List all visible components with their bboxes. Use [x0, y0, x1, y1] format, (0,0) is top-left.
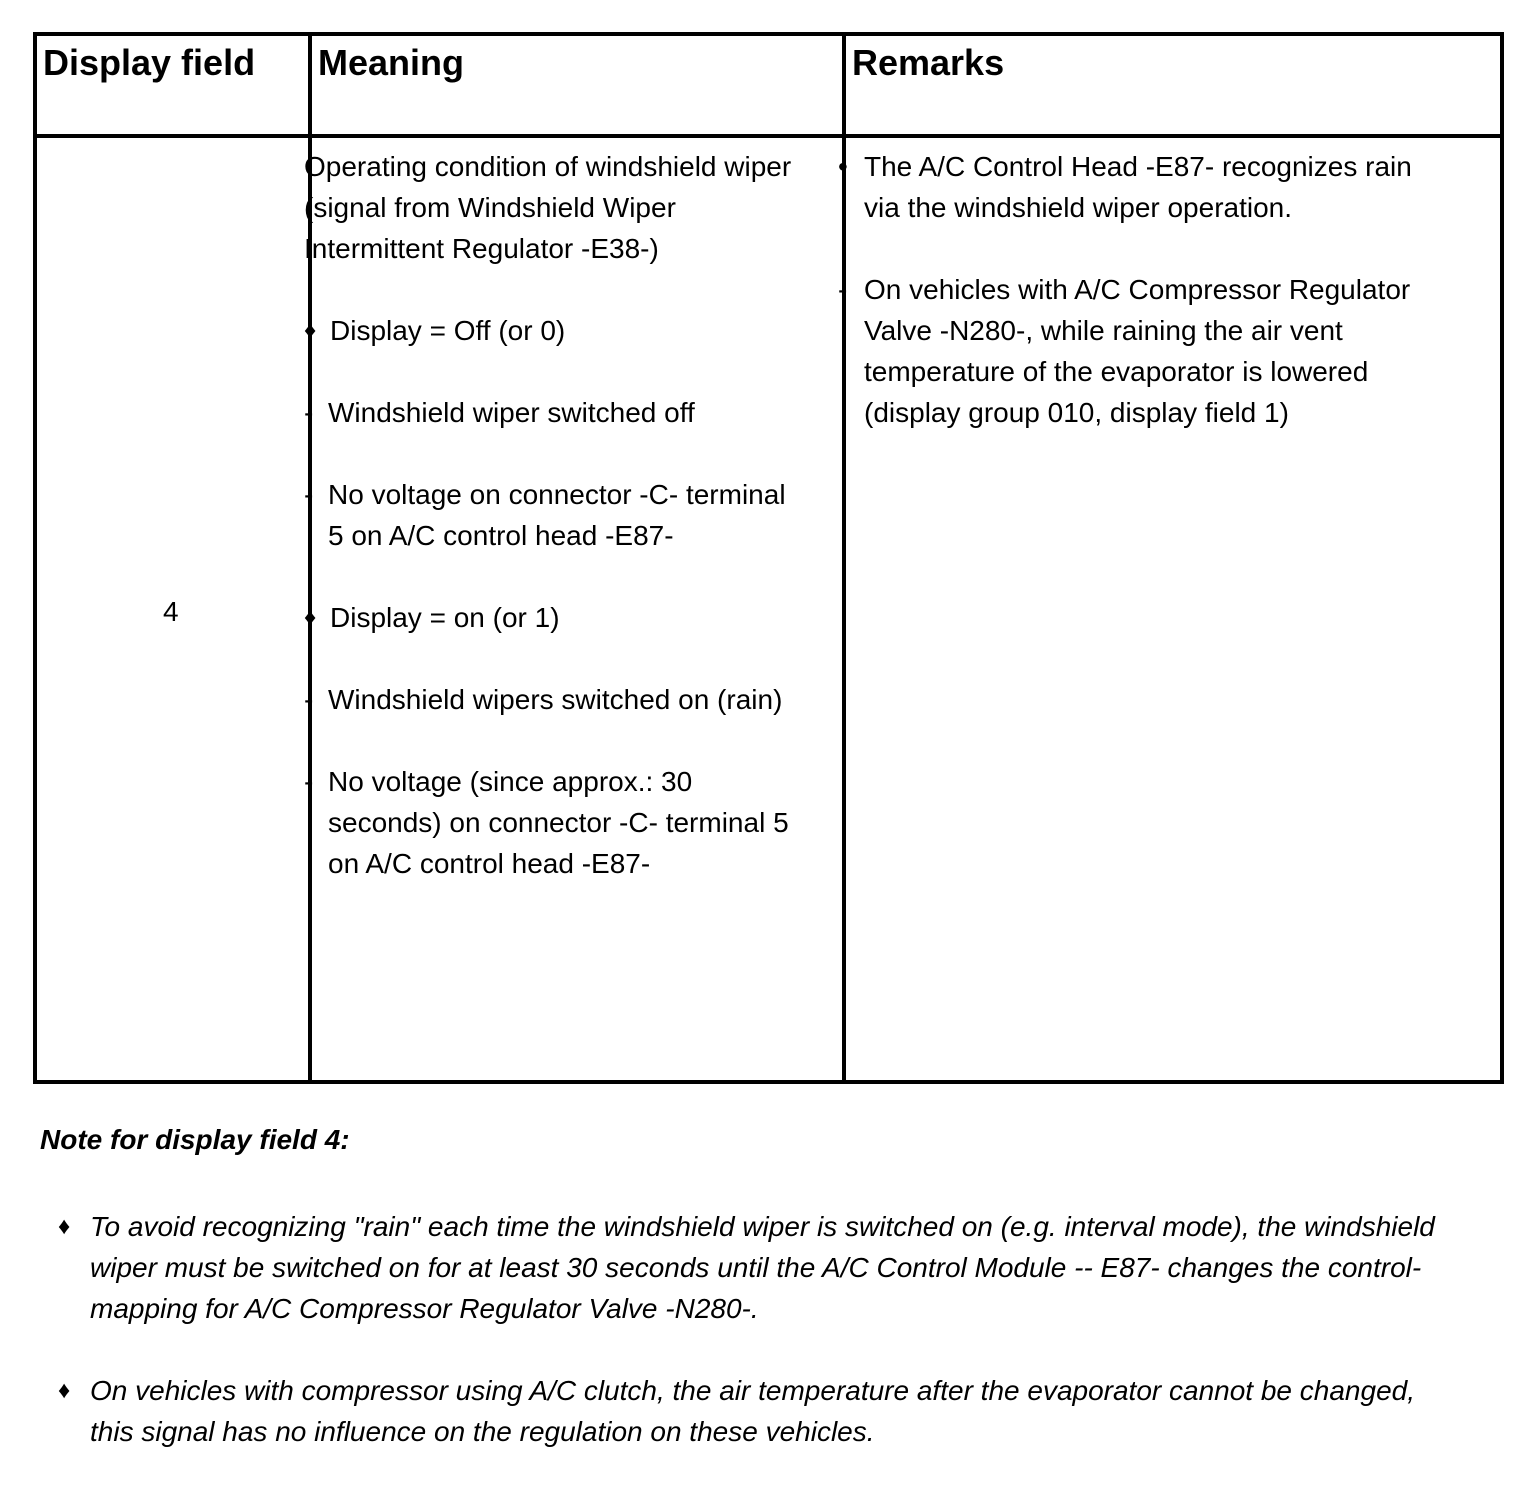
- dash-icon: -: [304, 397, 314, 428]
- list-item-text: No voltage (since approx.: 30 seconds) on connector -C- terminal 5 on A/C control head -E87-: [328, 766, 789, 879]
- note-item: [58, 1206, 1458, 1329]
- list-item-text: Windshield wiper switched off: [328, 397, 695, 428]
- diamond-bullet-icon: ♦: [58, 1213, 71, 1240]
- dash-icon: -: [304, 684, 314, 715]
- remark-bullet-text: The A/C Control Head -E87- recognizes rain via the windshield wiper operation.: [864, 151, 1412, 223]
- display-field-value: 4: [163, 596, 179, 627]
- remark-bullet: [834, 146, 1454, 228]
- note-list: [58, 1206, 1458, 1493]
- diamond-bullet-icon: ♦: [304, 604, 317, 631]
- header-meaning: Meaning: [318, 42, 465, 83]
- display-on-label: Display = on (or 1): [330, 602, 560, 633]
- meaning-cell: [304, 146, 794, 925]
- note-item: [58, 1370, 1458, 1452]
- dash-icon: -: [304, 766, 314, 797]
- note-title: Note for display field 4:: [40, 1124, 350, 1155]
- display-off-heading: [304, 310, 794, 351]
- display-on-heading: [304, 597, 794, 638]
- header-display-field: Display field: [43, 42, 256, 83]
- list-item: [304, 761, 794, 884]
- diamond-bullet-icon: ♦: [304, 317, 317, 344]
- list-item: [304, 474, 794, 556]
- list-item: [304, 679, 794, 720]
- note-item-text: To avoid recognizing "rain" each time the windshield wiper is switched on (e.g. interval mode), the windshield wiper must be switched on for at least 30 seconds until the A/C Control Module -- E87- changes the control-mapping for A/C Compressor Regulator Valve -N280-.: [90, 1211, 1435, 1324]
- list-item: [304, 392, 794, 433]
- remark-dash-text: On vehicles with A/C Compressor Regulator Valve -N280-, while raining the air vent temperature of the evaporator is lowered (display group 010, display field 1): [864, 274, 1411, 428]
- dash-icon: -: [304, 479, 314, 510]
- note-item-text: On vehicles with compressor using A/C clutch, the air temperature after the evaporator cannot be changed, this signal has no influence on the regulation on these vehicles.: [90, 1375, 1415, 1447]
- diamond-bullet-icon: ♦: [58, 1377, 71, 1404]
- list-item-text: Windshield wipers switched on (rain): [328, 684, 783, 715]
- meaning-intro: Operating condition of windshield wiper (signal from Windshield Wiper Intermittent Regulator -E38-): [304, 151, 792, 264]
- bullet-dot-icon: •: [838, 151, 848, 182]
- remark-dash: [834, 269, 1454, 433]
- header-remarks: Remarks: [852, 42, 1005, 83]
- display-off-label: Display = Off (or 0): [330, 315, 566, 346]
- dash-icon: -: [838, 274, 848, 305]
- list-item-text: No voltage on connector -C- terminal 5 on A/C control head -E87-: [328, 479, 786, 551]
- remarks-cell: [834, 146, 1454, 474]
- header-divider: [37, 134, 1500, 138]
